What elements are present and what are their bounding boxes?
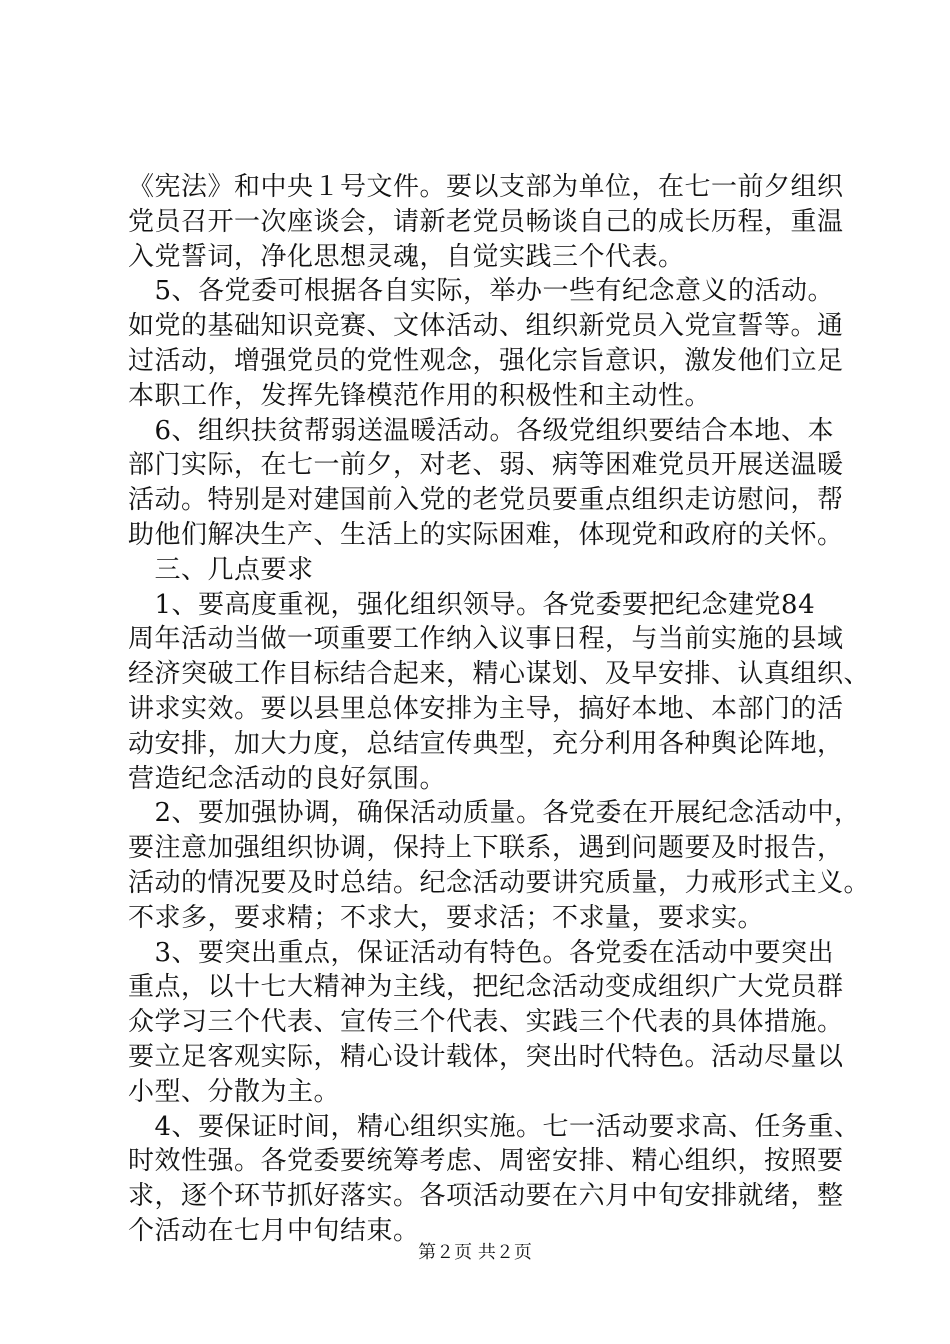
body-text-line: 入党誓词，净化思想灵魂，自觉实践三个代表。 — [128, 241, 685, 272]
body-text-line: 要立足客观实际，精心设计载体，突出时代特色。活动尽量以 — [128, 1042, 844, 1072]
body-text-line: 重点，以十七大精神为主线，把纪念活动变成组织广大党员群 — [128, 972, 844, 1003]
body-text-line: 《宪法》和中央１号文件。要以支部为单位，在七一前夕组织 — [128, 172, 844, 202]
body-text-line: 经济突破工作目标结合起来，精心谋划、及早安排、认真组织、 — [128, 659, 871, 690]
body-text-line: 营造纪念活动的良好氛围。 — [128, 763, 447, 794]
body-text-line: 3、要突出重点，保证活动有特色。各党委在活动中要突出 — [128, 937, 835, 968]
body-text-line: 部门实际，在七一前夕，对老、弱、病等困难党员开展送温暖 — [128, 450, 844, 481]
body-text-line: 活动的情况要及时总结。纪念活动要讲究质量，力戒形式主义。 — [128, 868, 871, 898]
body-text-line: 求，逐个环节抓好落实。各项活动要在六月中旬安排就绪，整 — [128, 1181, 844, 1212]
page-number-footer: 第２页 共２页 — [418, 1242, 532, 1263]
body-text-line: 本职工作，发挥先锋模范作用的积极性和主动性。 — [128, 380, 712, 411]
body-text-line: 个活动在七月中旬结束。 — [128, 1216, 420, 1246]
section-heading: 三、几点要求 — [128, 554, 314, 585]
body-text-line: 如党的基础知识竞赛、文体活动、组织新党员入党宣誓等。通 — [128, 311, 844, 342]
body-text-line: 党员召开一次座谈会，请新老党员畅谈自己的成长历程，重温 — [128, 206, 844, 237]
body-text-line: 1、要高度重视，强化组织领导。各党委要把纪念建党84 — [128, 589, 816, 620]
body-text-line: 小型、分散为主。 — [128, 1076, 341, 1107]
body-text-line: 5、各党委可根据各自实际，举办一些有纪念意义的活动。 — [128, 276, 835, 307]
body-text-line: 过活动，增强党员的党性观念，强化宗旨意识，激发他们立足 — [128, 346, 844, 376]
body-text-line: 活动。特别是对建国前入党的老党员要重点组织走访慰问，帮 — [128, 485, 844, 516]
body-text-line: 6、组织扶贫帮弱送温暖活动。各级党组织要结合本地、本 — [128, 415, 835, 446]
body-text-line: 不求多，要求精；不求大，要求活；不求量，要求实。 — [128, 902, 765, 933]
body-text-line: 讲求实效。要以县里总体安排为主导，搞好本地、本部门的活 — [128, 694, 844, 724]
body-text-line: 动安排，加大力度，总结宣传典型，充分利用各种舆论阵地， — [128, 728, 844, 759]
body-text-line: 众学习三个代表、宣传三个代表、实践三个代表的具体措施。 — [128, 1007, 844, 1038]
body-text-line: 时效性强。各党委要统筹考虑、周密安排、精心组织，按照要 — [128, 1146, 844, 1177]
body-text-line: 2、要加强协调，确保活动质量。各党委在开展纪念活动中， — [128, 798, 861, 829]
body-text-line: 周年活动当做一项重要工作纳入议事日程，与当前实施的县域 — [128, 624, 844, 655]
body-text-line: 助他们解决生产、生活上的实际困难，体现党和政府的关怀。 — [128, 520, 844, 550]
body-text-line: 4、要保证时间，精心组织实施。七一活动要求高、任务重、 — [128, 1111, 861, 1142]
body-text-line: 要注意加强组织协调，保持上下联系，遇到问题要及时报告， — [128, 833, 844, 864]
